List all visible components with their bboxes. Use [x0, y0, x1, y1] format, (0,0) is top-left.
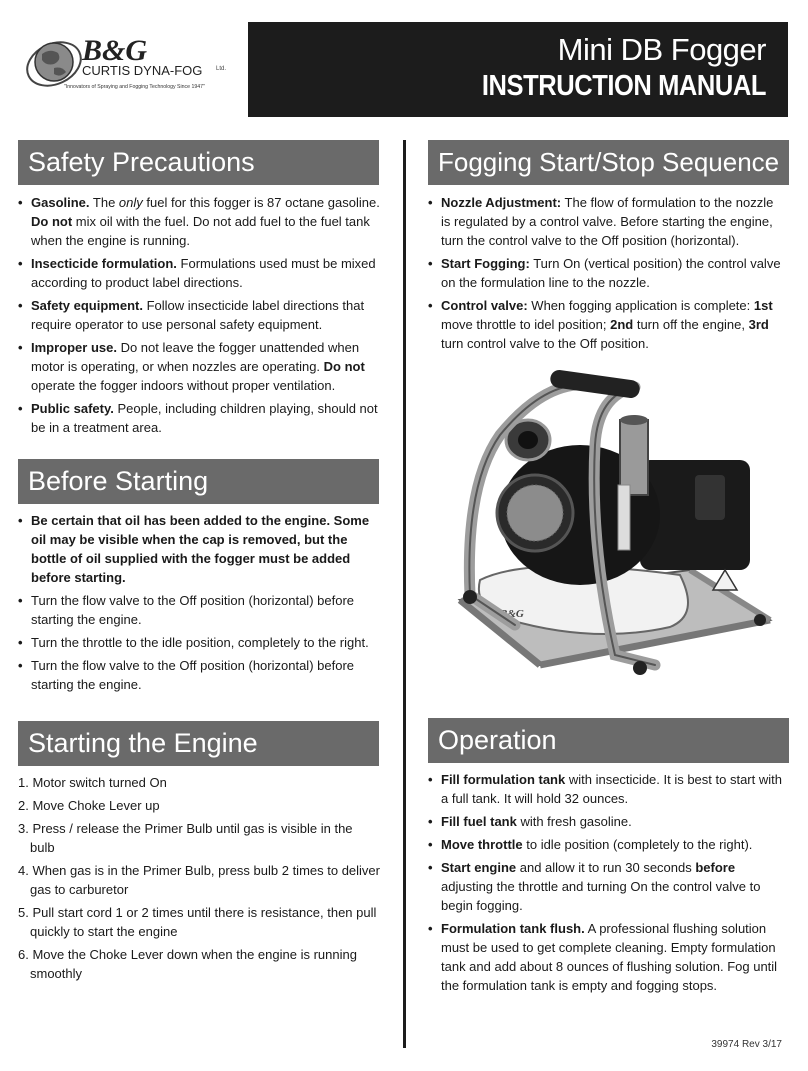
logo-brand: B&G	[82, 34, 148, 67]
operation-heading: Operation	[428, 718, 789, 763]
list-item: • Public safety. People, including children playing, should not be in a treatment area.	[18, 399, 380, 437]
list-item: • Start engine and allow it to run 30 seconds before adjusting the throttle and turning On the control valve to begin fogging.	[428, 858, 782, 915]
logo-sub: CURTIS DYNA-FOG	[82, 63, 203, 78]
title-banner	[248, 22, 788, 117]
before-starting-heading: Before Starting	[18, 459, 379, 504]
mini-db-fogger-photo	[440, 365, 780, 685]
safety-list	[18, 193, 380, 441]
list-item: • Safety equipment. Follow insecticide label directions that require operator to use personal safety equipment.	[18, 296, 380, 334]
column-divider	[403, 140, 406, 1048]
list-item: • Improper use. Do not leave the fogger unattended when motor is operating, or when nozzles are operating. Do not operate the fogger indoors without proper ventilation.	[18, 338, 380, 395]
list-item: • Control valve: When fogging application is complete: 1st move throttle to idel position; 2nd turn off the engine, 3rd turn control valve to the Off position.	[428, 296, 782, 353]
list-item: • Insecticide formulation. Formulations used must be mixed according to product label directions.	[18, 254, 380, 292]
list-item: 3. Press / release the Primer Bulb until gas is visible in the bulb	[18, 821, 353, 855]
list-item: • Nozzle Adjustment: The flow of formulation to the nozzle is regulated by a control valve. Before starting the engine, turn the control valve to the Off position (horizontal).	[428, 193, 782, 250]
safety-heading: Safety Precautions	[18, 140, 379, 185]
operation-list	[428, 770, 782, 999]
document-revision: 39974 Rev 3/17	[711, 1039, 782, 1050]
list-item: 4. When gas is in the Primer Bulb, press bulb 2 times to deliver gas to carburetor	[18, 863, 380, 897]
fogger-brand-label: B&G	[500, 608, 524, 620]
page-subtitle: INSTRUCTION MANUAL	[481, 70, 766, 102]
list-item: 1. Motor switch turned On	[18, 775, 167, 790]
logo-tagline: "Innovators of Spraying and Fogging Technology Since 1947"	[64, 84, 205, 90]
list-item: • Start Fogging: Turn On (vertical position) the control valve on the formulation line to the nozzle.	[428, 254, 782, 292]
list-item: 2. Move Choke Lever up	[18, 798, 160, 813]
starting-engine-steps	[18, 773, 380, 987]
list-item: • Formulation tank flush. A professional flushing solution must be used to get complete cleaning. Empty formulation tank and add about 8 ounces of flushing solution. Fog until the formulation tank is empty and fogging stops.	[428, 919, 782, 995]
list-item: • Fill formulation tank with insecticide. It is best to start with a full tank. It will hold 32 ounces.	[428, 770, 782, 808]
before-starting-list	[18, 511, 380, 698]
list-item: • Move throttle to idle position (completely to the right).	[428, 835, 782, 854]
list-item: • Gasoline. The only fuel for this fogger is 87 octane gasoline. Do not mix oil with the fuel. Do not add fuel to the fuel tank when the engine is running.	[18, 193, 380, 250]
list-item: • Turn the throttle to the idle position, completely to the right.	[18, 633, 380, 652]
bg-curtis-dynafog-logo	[24, 20, 254, 104]
list-item: 5. Pull start cord 1 or 2 times until there is resistance, then pull quickly to start the engine	[18, 905, 377, 939]
list-item: 6. Move the Choke Lever down when the engine is running smoothly	[18, 947, 357, 981]
starting-engine-heading: Starting the Engine	[18, 721, 379, 766]
list-item: • Be certain that oil has been added to the engine. Some oil may be visible when the cap is removed, but the bottle of oil supplied with the fogger must be added before starting.	[18, 511, 380, 587]
list-item: • Fill fuel tank with fresh gasoline.	[428, 812, 782, 831]
list-item: • Turn the flow valve to the Off position (horizontal) before starting the engine.	[18, 591, 380, 629]
logo-ltd: Ltd.	[216, 66, 227, 72]
fogging-sequence-heading: Fogging Start/Stop Sequence	[428, 140, 789, 185]
page-title: Mini DB Fogger	[557, 32, 766, 67]
fogging-sequence-list	[428, 193, 782, 357]
list-item: • Turn the flow valve to the Off position (horizontal) before starting the engine.	[18, 656, 380, 694]
